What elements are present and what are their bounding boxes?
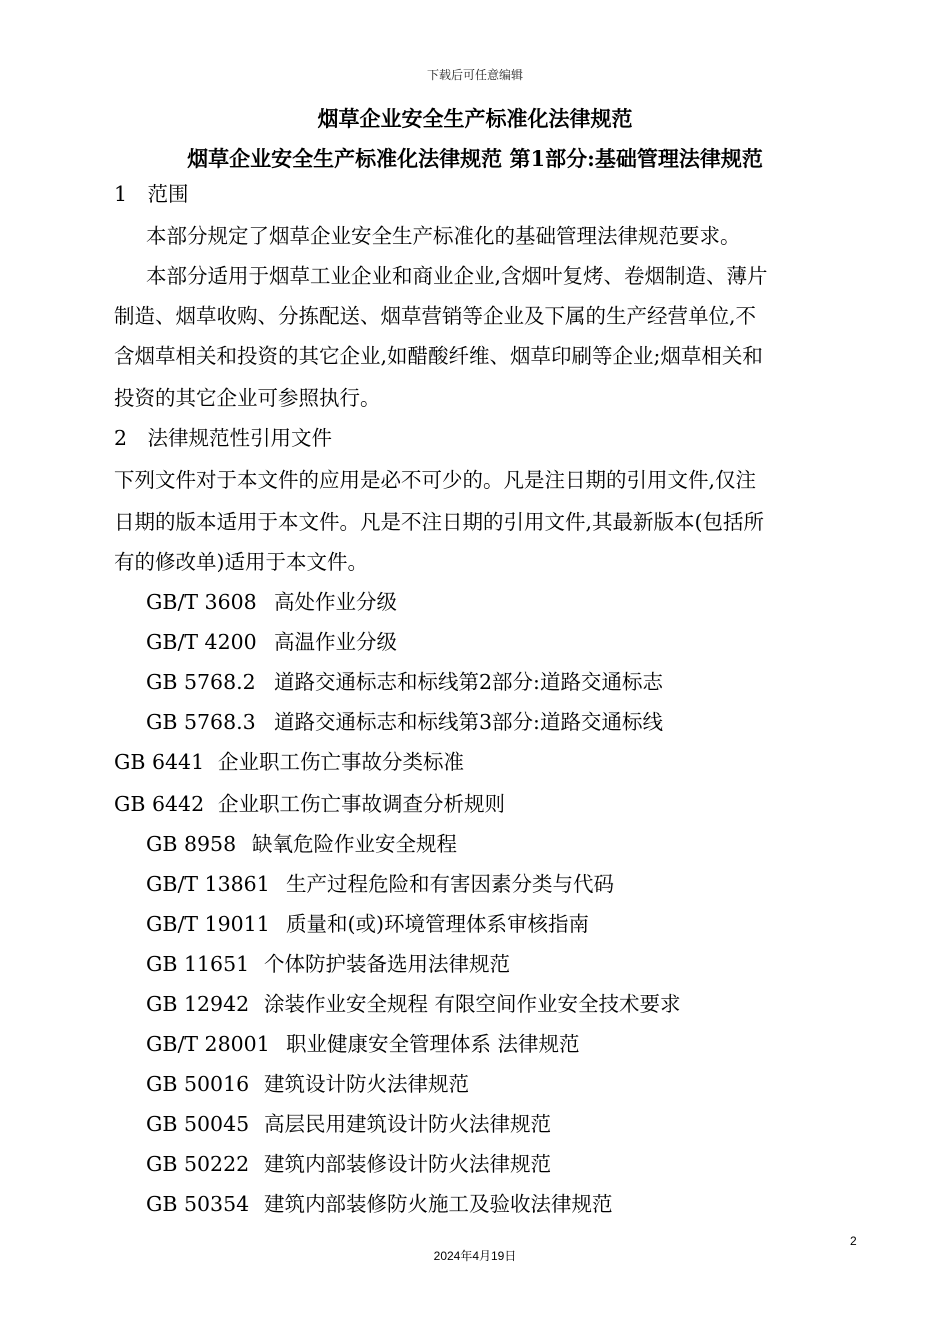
standard-item <box>146 870 614 898</box>
standard-code: GB/T 19011 <box>146 912 270 936</box>
standard-name: 生产过程危险和有害因素分类与代码 <box>286 872 614 896</box>
standard-name: 建筑内部装修设计防火法律规范 <box>264 1152 551 1176</box>
standard-code: GB 5768.2 <box>146 670 256 694</box>
standard-item <box>146 628 397 656</box>
standard-name: 企业职工伤亡事故分类标准 <box>218 750 464 774</box>
standard-code: GB/T 4200 <box>146 630 257 654</box>
standard-code: GB 50354 <box>146 1192 250 1216</box>
standard-name: 企业职工伤亡事故调查分析规则 <box>218 792 505 816</box>
section-2-line: 下列文件对于本文件的应用是必不可少的。凡是注日期的引用文件,仅注 <box>114 468 757 492</box>
section-1-line: 制造、烟草收购、分拣配送、烟草营销等企业及下属的生产经营单位,不 <box>114 304 757 328</box>
section-1-line: 本部分适用于烟草工业企业和商业企业,含烟叶复烤、卷烟制造、薄片 <box>146 264 768 288</box>
standard-code: GB 50222 <box>146 1152 250 1176</box>
standard-name: 道路交通标志和标线第3部分:道路交通标线 <box>274 710 663 734</box>
standard-item <box>146 910 589 938</box>
standard-item <box>146 1150 551 1178</box>
section-1-line: 投资的其它企业可参照执行。 <box>114 386 381 410</box>
section-1-line: 含烟草相关和投资的其它企业,如醋酸纤维、烟草印刷等企业;烟草相关和 <box>114 344 763 368</box>
standard-name: 涂装作业安全规程 有限空间作业安全技术要求 <box>264 992 681 1016</box>
standard-item <box>146 668 663 696</box>
section-2-line: 日期的版本适用于本文件。凡是不注日期的引用文件,其最新版本(包括所 <box>114 510 765 534</box>
document-title: 烟草企业安全生产标准化法律规范 <box>317 106 633 131</box>
page-number: 2 <box>850 1234 857 1248</box>
standard-name: 道路交通标志和标线第2部分:道路交通标志 <box>274 670 663 694</box>
standard-item <box>146 990 681 1018</box>
standard-code: GB 5768.3 <box>146 710 256 734</box>
standard-code: GB/T 28001 <box>146 1032 270 1056</box>
standard-code: GB 8958 <box>146 832 237 856</box>
standard-code: GB 50045 <box>146 1112 250 1136</box>
standard-name: 职业健康安全管理体系 法律规范 <box>286 1032 580 1056</box>
standard-item <box>146 1070 469 1098</box>
standard-item <box>146 1030 580 1058</box>
standard-name: 建筑设计防火法律规范 <box>264 1072 469 1096</box>
document-subtitle: 烟草企业安全生产标准化法律规范 第1部分:基础管理法律规范 <box>187 146 763 171</box>
standard-code: GB/T 13861 <box>146 872 270 896</box>
standard-item <box>146 708 663 736</box>
standard-name: 高处作业分级 <box>274 590 397 614</box>
standard-code: GB 12942 <box>146 992 250 1016</box>
standard-item <box>146 1190 613 1218</box>
standard-code: GB 6442 <box>114 792 205 816</box>
standard-item <box>114 790 505 818</box>
standard-name: 建筑内部装修防火施工及验收法律规范 <box>264 1192 613 1216</box>
standard-name: 个体防护装备选用法律规范 <box>264 952 510 976</box>
standard-name: 高温作业分级 <box>274 630 397 654</box>
section-2-heading: 2 法律规范性引用文件 <box>114 426 333 450</box>
footer-date: 2024年4月19日 <box>433 1249 517 1263</box>
standard-code: GB/T 3608 <box>146 590 257 614</box>
standard-item <box>146 830 457 858</box>
section-1-line: 本部分规定了烟草企业安全生产标准化的基础管理法律规范要求。 <box>146 224 741 248</box>
standard-item <box>146 1110 551 1138</box>
standard-item <box>114 748 464 776</box>
standard-item <box>146 950 510 978</box>
standard-name: 高层民用建筑设计防火法律规范 <box>264 1112 551 1136</box>
standard-code: GB 6441 <box>114 750 205 774</box>
header-note: 下载后可任意编辑 <box>426 68 523 82</box>
standard-code: GB 11651 <box>146 952 250 976</box>
standard-name: 质量和(或)环境管理体系审核指南 <box>286 912 589 936</box>
standard-name: 缺氧危险作业安全规程 <box>252 832 457 856</box>
standard-item <box>146 588 397 616</box>
section-2-line: 有的修改单)适用于本文件。 <box>114 550 368 574</box>
section-1-heading: 1 范围 <box>114 182 189 206</box>
standard-code: GB 50016 <box>146 1072 250 1096</box>
